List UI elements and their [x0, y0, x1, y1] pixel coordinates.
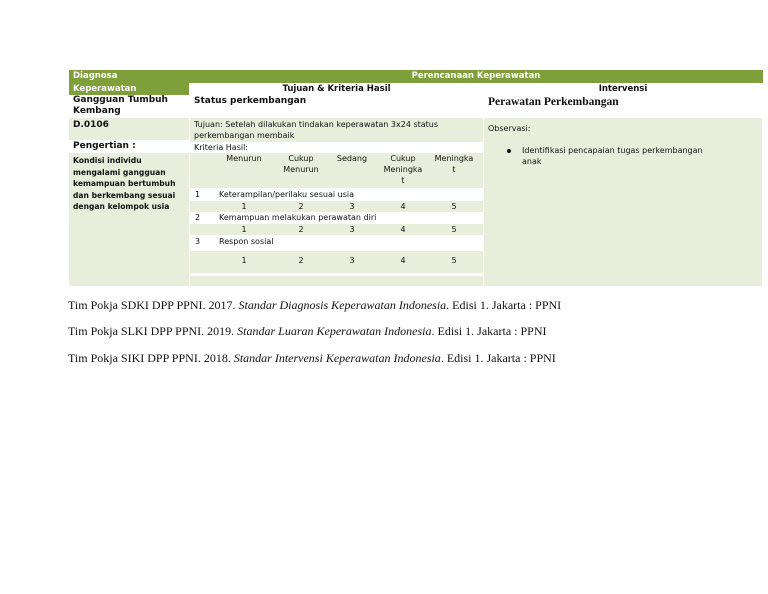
pengertian-label-cell [69, 141, 189, 153]
header-intervensi [484, 83, 762, 95]
scale-header-text: t [452, 165, 456, 174]
tujuan-line2: perkembangan membaik [194, 131, 295, 140]
intervensi-title-cell [484, 95, 762, 117]
pengertian-line: kemampuan bertumbuh [73, 179, 176, 189]
pengertian-line: Kondisi individu [73, 156, 142, 165]
scale-header-menurun [218, 153, 270, 164]
header-keperawatan [69, 83, 189, 95]
reference-item [68, 351, 556, 365]
score-cell: 1 [241, 202, 247, 211]
pengertian-label: Pengertian : [73, 141, 136, 151]
empty-row [190, 276, 483, 286]
criterion-scores-row [190, 224, 483, 235]
observasi-label: Observasi: [488, 124, 531, 133]
intervention-item-line1: Identifikasi pencapaian tugas perkembangan [522, 146, 703, 155]
scale-header-text: Cukup [390, 154, 416, 163]
score-cell: 4 [400, 256, 406, 265]
kriteria-label-cell [190, 142, 483, 153]
score-cell: 4 [400, 225, 406, 234]
header-diagnosa [69, 70, 189, 83]
header-tujuan-kriteria-label: Tujuan & Kriteria Hasil [282, 84, 391, 94]
score-cell: 1 [241, 256, 247, 265]
diagnosis-code-cell [69, 118, 189, 140]
header-diagnosa-line2: Keperawatan [73, 84, 137, 94]
score-cell: 3 [349, 256, 355, 265]
scale-header-text: t [401, 176, 405, 185]
score-cell: 5 [451, 225, 457, 234]
perawatan-perkembangan-title: Perawatan Perkembangan [488, 96, 619, 108]
criterion-number: 3 [195, 237, 201, 246]
score-cell: 1 [241, 225, 247, 234]
criterion-scores-row [190, 201, 483, 212]
pengertian-line: dengan kelompok usia [73, 202, 170, 212]
diagnosis-title-line1: Gangguan Tumbuh [73, 95, 168, 105]
score-cell: 2 [298, 202, 304, 211]
scale-header-text: Sedang [336, 154, 368, 163]
reference-item [68, 298, 561, 312]
reference-publisher: . Edisi 1. Jakarta : PPNI [440, 351, 556, 365]
pengertian-line: mengalami gangguan [73, 167, 166, 177]
score-cell: 5 [451, 256, 457, 265]
scale-header-text: Cukup [288, 154, 314, 163]
criterion-label: Kemampuan melakukan perawatan diri [219, 213, 377, 222]
score-cell: 5 [451, 202, 457, 211]
status-title-cell [190, 95, 483, 117]
reference-authors: Tim Pokja SLKI DPP PPNI. 2019. [68, 324, 238, 338]
header-diagnosa-line1: Diagnosa [73, 71, 118, 81]
criterion-row [190, 189, 483, 201]
kriteria-hasil-label: Kriteria Hasil: [194, 143, 248, 152]
pengertian-line: dan berkembang sesuai [73, 190, 176, 200]
scale-header-text: Meningka [383, 165, 423, 174]
criterion-row [190, 212, 483, 224]
diagnosis-title-cell [69, 95, 189, 117]
reference-title: Standar Diagnosis Keperawatan Indonesia [238, 298, 447, 312]
status-perkembangan-title: Status perkembangan [194, 96, 307, 106]
score-cell: 2 [298, 256, 304, 265]
score-cell: 3 [349, 225, 355, 234]
reference-title: Standar Luaran Keperawatan Indonesia [237, 324, 432, 338]
score-cell: 4 [400, 202, 406, 211]
intervention-item-line2: anak [522, 157, 542, 166]
scale-header-sedang [326, 153, 378, 164]
diagnosis-code: D.0106 [73, 120, 109, 130]
scale-header-cukup-menurun [275, 153, 327, 175]
tujuan-cell [190, 118, 483, 142]
diagnosis-title-line2: Kembang [73, 106, 121, 116]
reference-authors: Tim Pokja SIKI DPP PPNI. 2018. [68, 351, 234, 365]
criterion-label: Respon sosial [219, 237, 274, 246]
pengertian-definition-cell [69, 153, 189, 286]
header-perencanaan [189, 70, 763, 83]
reference-authors: Tim Pokja SDKI DPP PPNI. 2017. [68, 298, 239, 312]
scale-header-row [190, 153, 483, 188]
reference-publisher: . Edisi 1. Jakarta : PPNI [431, 324, 547, 338]
criterion-number: 1 [195, 190, 201, 199]
scale-header-cukup-meningkat [377, 153, 429, 186]
tujuan-line1: Tujuan: Setelah dilakukan tindakan keperawatan 3x24 status [194, 120, 439, 129]
scale-header-meningkat [428, 153, 480, 175]
scale-header-text: Menurun [283, 165, 319, 174]
reference-item [68, 324, 547, 338]
score-cell: 3 [349, 202, 355, 211]
scale-header-text: Meningka [434, 154, 474, 163]
reference-publisher: . Edisi 1. Jakarta : PPNI [446, 298, 562, 312]
bullet-icon [507, 149, 511, 153]
header-perencanaan-label: Perencanaan Keperawatan [411, 71, 541, 81]
criterion-label: Keterampilan/perilaku sesuai usia [219, 190, 354, 199]
reference-title: Standar Intervensi Keperawatan Indonesia [233, 351, 441, 365]
criterion-number: 2 [195, 213, 201, 222]
scale-header-text: Menurun [226, 154, 262, 163]
criterion-scores-row [190, 251, 483, 273]
header-intervensi-label: Intervensi [598, 84, 648, 94]
intervensi-body-cell [484, 118, 762, 286]
criterion-row [190, 235, 483, 250]
header-tujuan-kriteria [190, 83, 483, 95]
score-cell: 2 [298, 225, 304, 234]
